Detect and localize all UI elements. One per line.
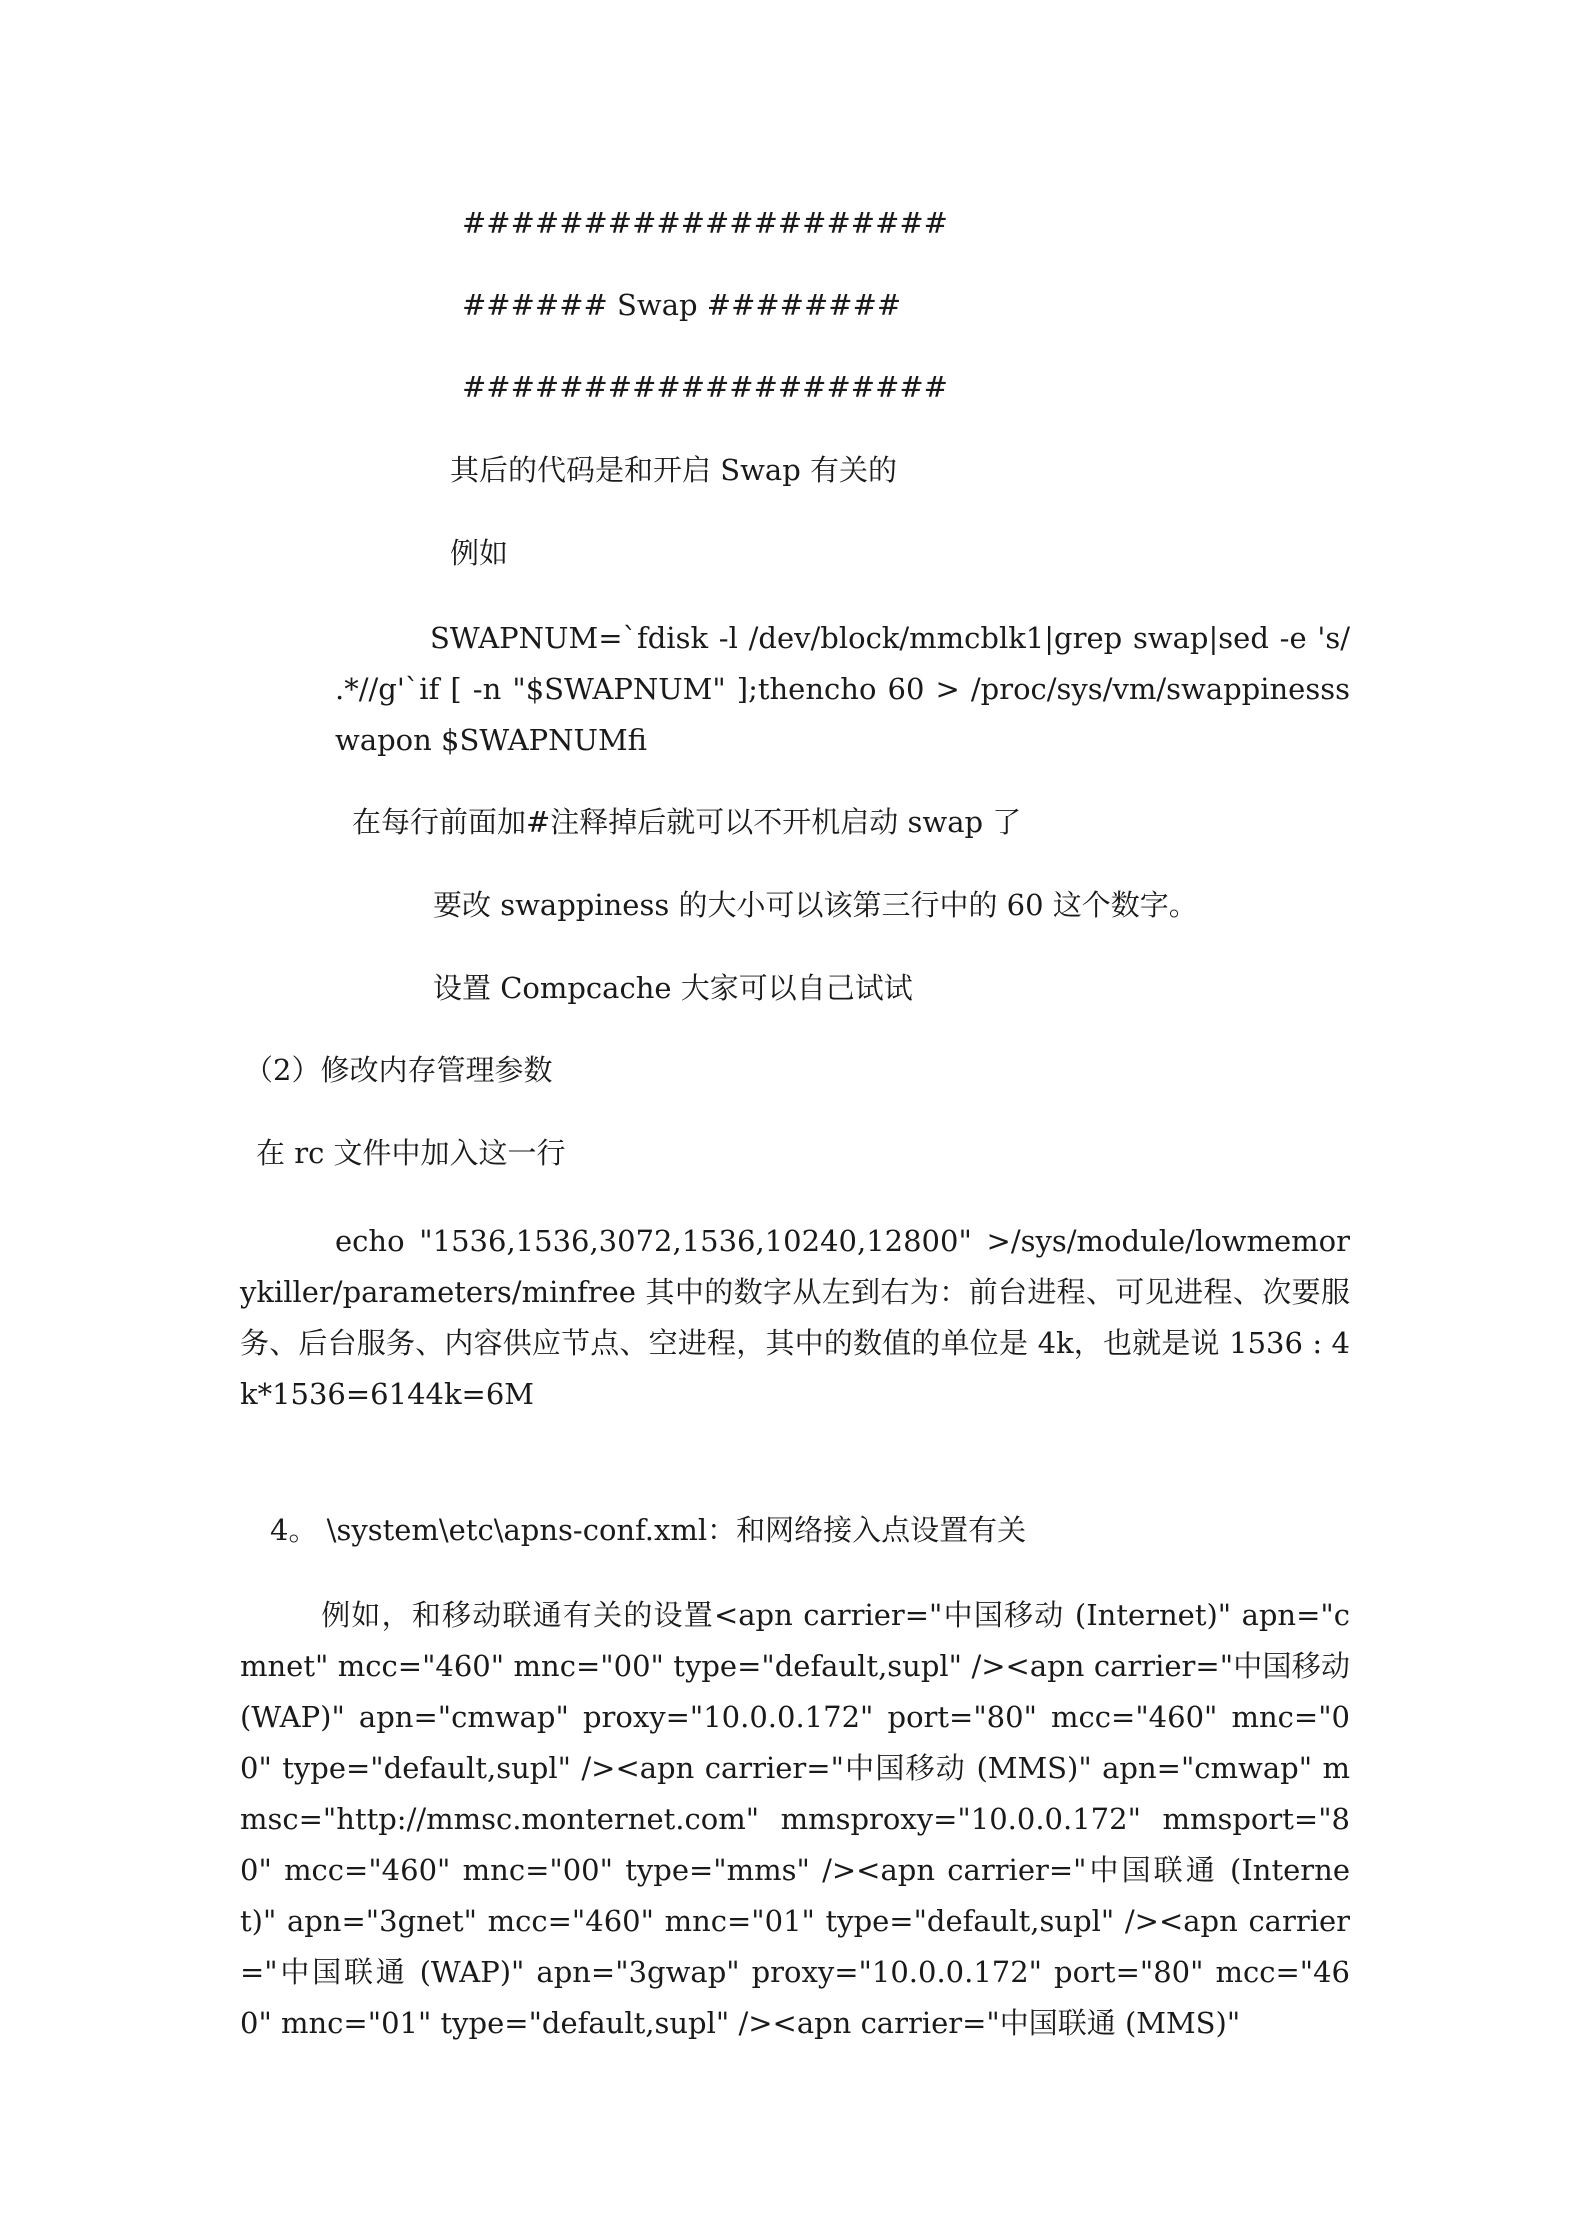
hash-divider-bottom: #################### bbox=[462, 370, 948, 404]
section-2-heading: （2）修改内存管理参数 bbox=[244, 1053, 553, 1087]
minfree-text: echo "1536,1536,3072,1536,10240,12800" >/sys/module/lowmemorykiller/parameters/minfree 其中的数字从左到右为：前台进程、可见进程、次要服务、后台服务、内容供应节点、空进程，其中的数值的单位是 4k，也就是说 1536 : 4k*1536=6144k=6M bbox=[240, 1224, 1350, 1411]
minfree-paragraph bbox=[240, 1216, 1350, 1420]
comment-tip-text: 在每行前面加#注释掉后就可以不开机启动 swap 了 bbox=[352, 805, 1022, 839]
hash-divider-top: #################### bbox=[462, 206, 948, 240]
swap-code-block bbox=[335, 613, 1350, 766]
compcache-tip-text: 设置 Compcache 大家可以自己试试 bbox=[433, 971, 913, 1005]
swappiness-tip-text: 要改 swappiness 的大小可以该第三行中的 60 这个数字。 bbox=[433, 888, 1198, 922]
apn-example-paragraph bbox=[240, 1590, 1350, 2049]
rc-file-tip: 在 rc 文件中加入这一行 bbox=[256, 1136, 566, 1170]
swap-code-text: SWAPNUM=`fdisk -l /dev/block/mmcblk1|grep swap|sed -e 's/ .*//g'`if [ -n "$SWAPNUM" ];thencho 60 > /proc/sys/vm/swappinessswapon $SWAPNUMfi bbox=[335, 621, 1350, 757]
example-label: 例如 bbox=[450, 536, 509, 570]
apn-example-text: 例如，和移动联通有关的设置<apn carrier="中国移动 (Internet)" apn="cmnet" mcc="460" mnc="00" type="default,supl" /><apn carrier="中国移动 (WAP)" apn="cmwap" proxy="10.0.0.172" port="80" mcc="460" mnc="00" type="default,supl" /><apn carrier="中国移动 (MMS)" apn="cmwap" mmsc="http://mmsc.monternet.com" mmsproxy="10.0.0.172" mmsport="80" mcc="460" mnc="00" type="mms" /><apn carrier="中国联通 (Internet)" apn="3gnet" mcc="460" mnc="01" type="default,supl" /><apn carrier="中国联通 (WAP)" apn="3gwap" proxy="10.0.0.172" port="80" mcc="460" mnc="01" type="default,supl" /><apn carrier="中国联通 (MMS)" bbox=[240, 1598, 1350, 2040]
section-4-heading: 4。 \system\etc\apns-conf.xml：和网络接入点设置有关 bbox=[270, 1513, 1027, 1547]
swap-section-banner: ###### Swap ######## bbox=[462, 288, 902, 322]
swap-intro-text: 其后的代码是和开启 Swap 有关的 bbox=[450, 453, 897, 487]
